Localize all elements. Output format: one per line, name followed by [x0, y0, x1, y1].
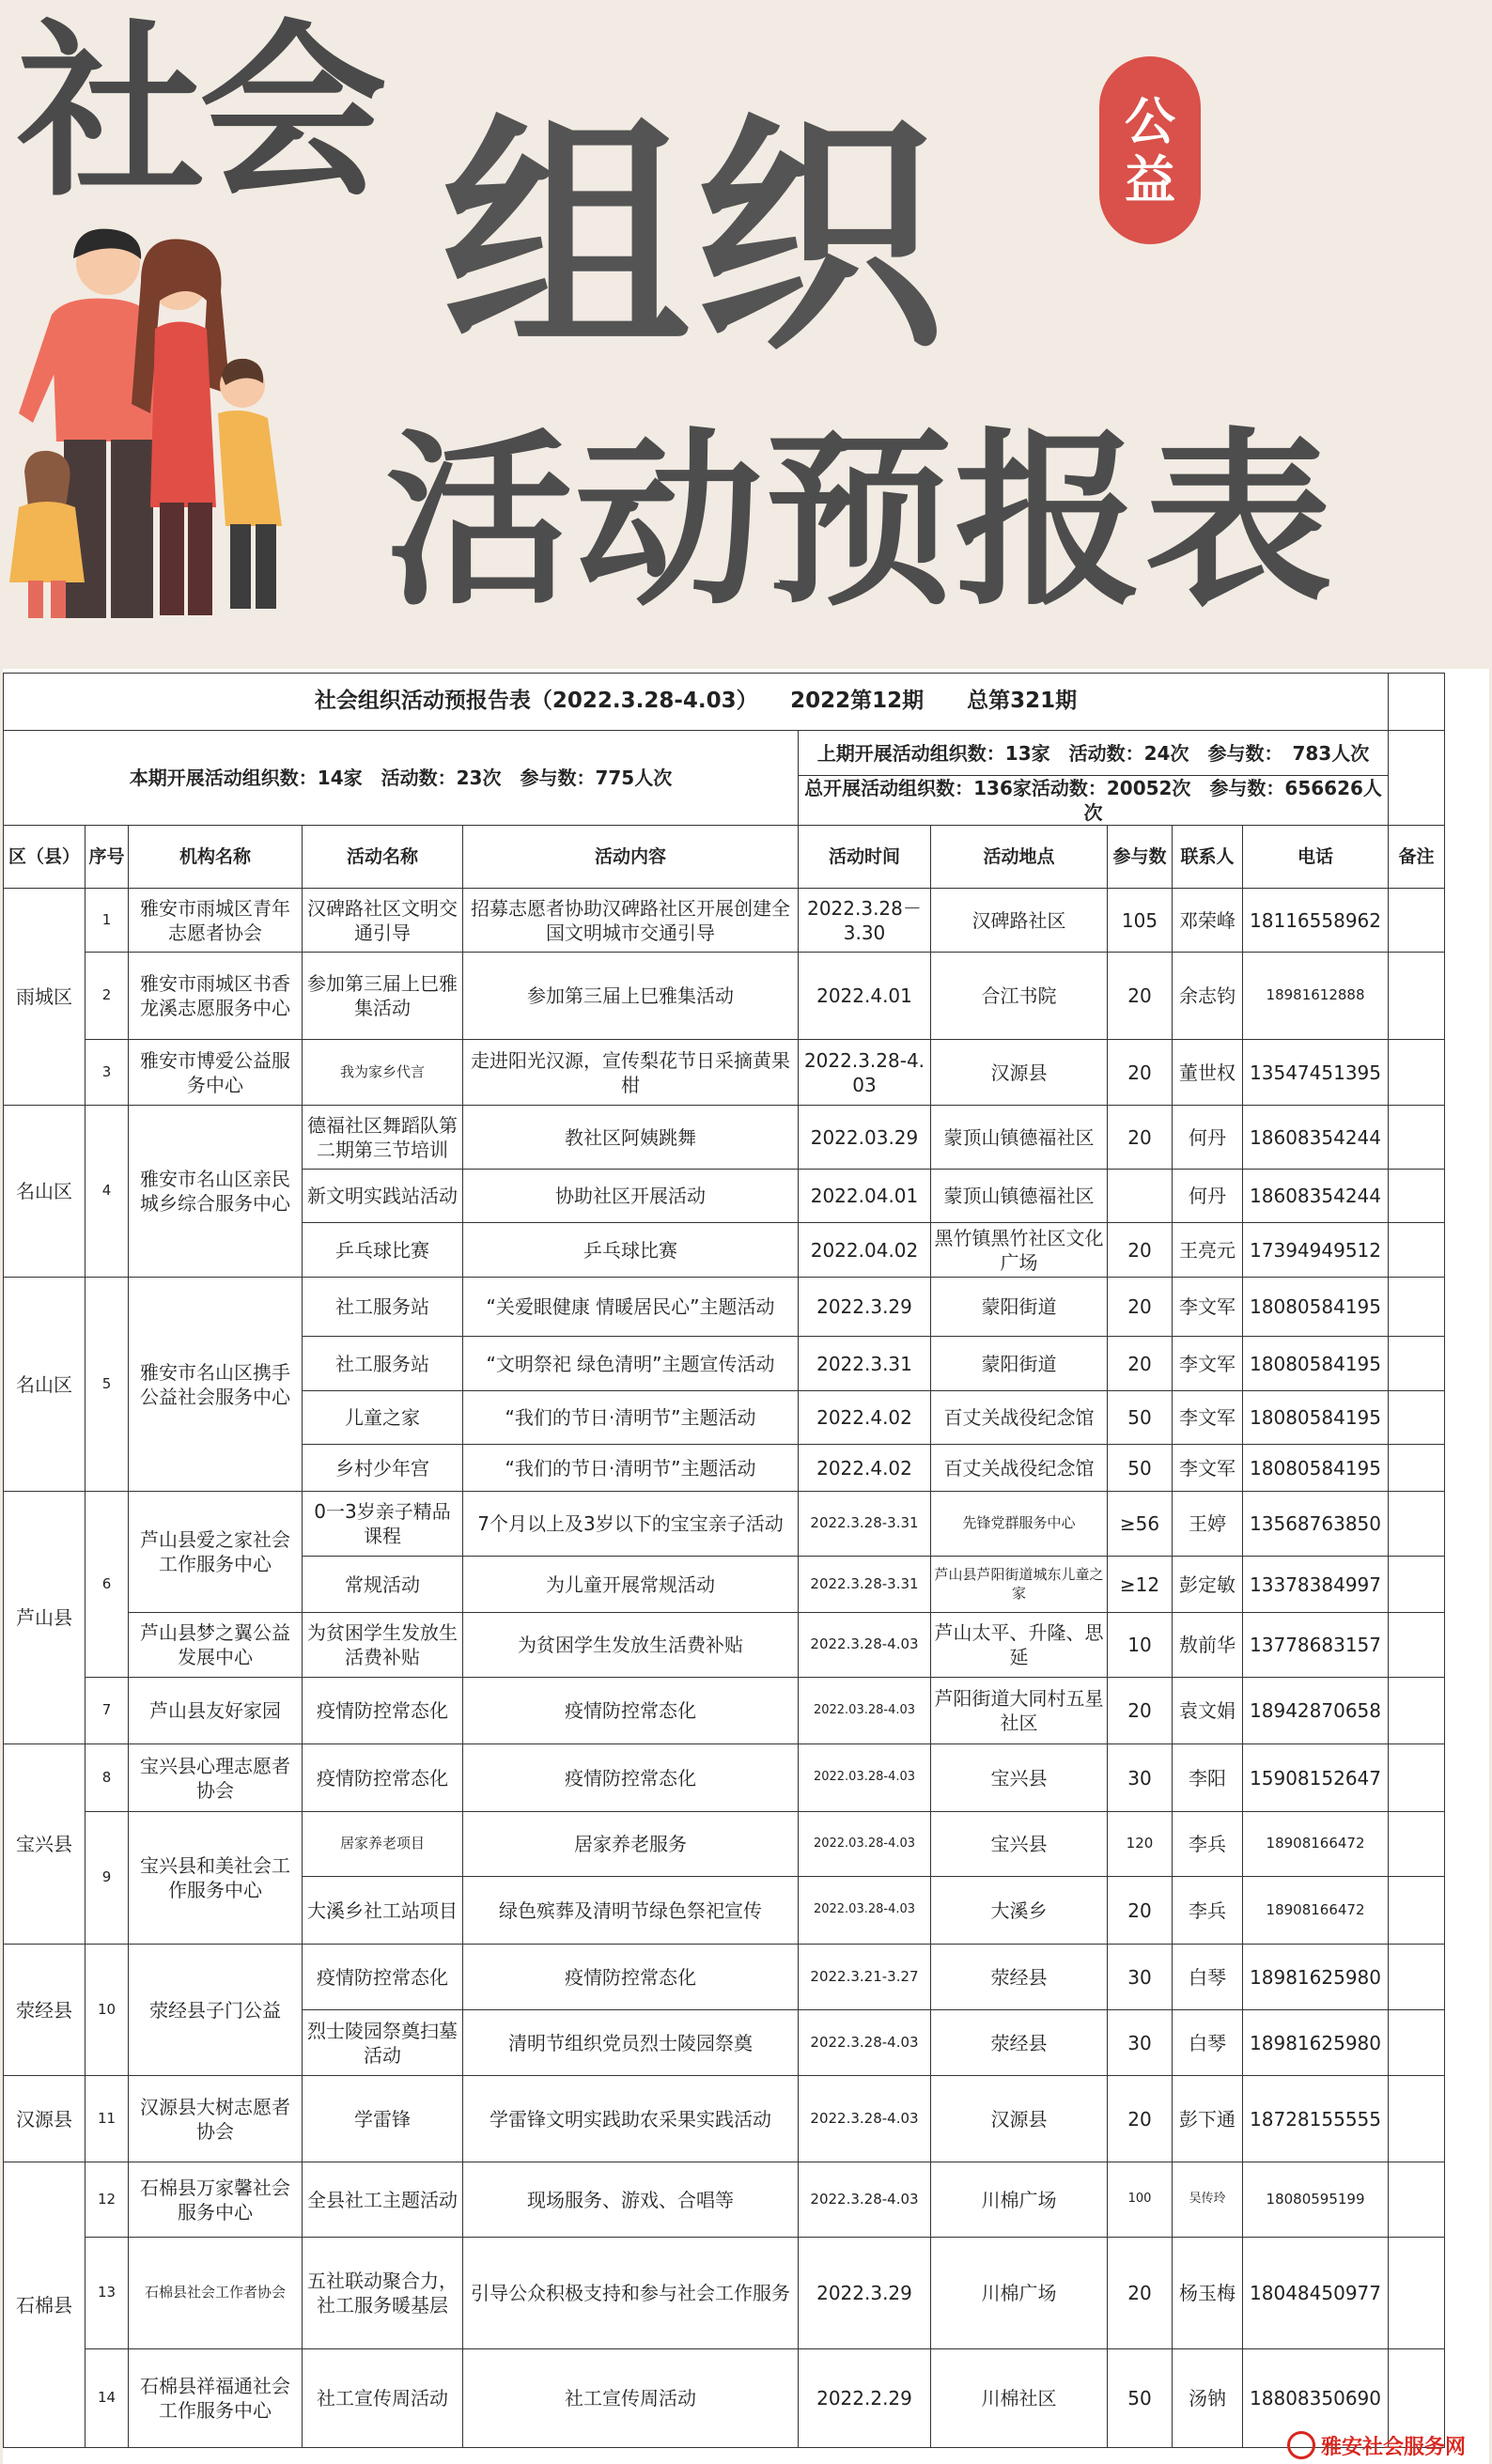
time-cell: 2022.03.28-4.03: [799, 1877, 931, 1945]
family-illustration: [0, 225, 310, 639]
contact-cell: 吴传玲: [1173, 2162, 1243, 2238]
org-cell: 石棉县社会工作者协会: [129, 2238, 303, 2349]
activity-cell: 疫情防控常态化: [303, 1744, 463, 1812]
phone-cell: 18908166472: [1243, 1812, 1389, 1877]
remark-cell: [1389, 2010, 1445, 2076]
time-cell: 2022.4.02: [799, 1391, 931, 1445]
org-cell: 石棉县万家馨社会服务中心: [129, 2162, 303, 2238]
phone-cell: 13778683157: [1243, 1613, 1389, 1678]
content-cell: “文明祭祀 绿色清明”主题宣传活动: [463, 1337, 799, 1391]
remark-cell: [1389, 1812, 1445, 1877]
phone-cell: 18808350690: [1243, 2349, 1389, 2448]
count-cell: 30: [1108, 2010, 1173, 2076]
count-cell: 20: [1108, 1040, 1173, 1106]
table-row: [4, 1744, 1445, 1812]
count-cell: 120: [1108, 1812, 1173, 1877]
contact-cell: 李兵: [1173, 1877, 1243, 1945]
region-cell: 汉源县: [4, 2076, 85, 2162]
total-stats: 总开展活动组织数：136家活动数：20052次 参与数：656626人次: [799, 776, 1389, 826]
phone-cell: 18981612888: [1243, 953, 1389, 1040]
activity-cell: 参加第三届上巳雅集活动: [303, 953, 463, 1040]
place-cell: 蒙顶山镇德福社区: [931, 1170, 1108, 1223]
activity-cell: 乒乓球比赛: [303, 1223, 463, 1278]
stats-row: [4, 731, 1445, 776]
contact-cell: 敖前华: [1173, 1613, 1243, 1678]
table-row: [4, 1492, 1445, 1557]
activity-cell: 常规活动: [303, 1557, 463, 1613]
place-cell: 大溪乡: [931, 1877, 1108, 1945]
org-cell: 宝兴县和美社会工作服务中心: [129, 1812, 303, 1945]
phone-cell: 18080584195: [1243, 1391, 1389, 1445]
place-cell: 芦山县芦阳街道城东儿童之家: [931, 1557, 1108, 1613]
place-cell: 芦阳街道大同村五星社区: [931, 1678, 1108, 1744]
activity-table: [3, 673, 1445, 2448]
seq-cell: 13: [85, 2238, 129, 2349]
place-cell: 汉碑路社区: [931, 889, 1108, 953]
count-cell: 30: [1108, 1945, 1173, 2010]
content-cell: 引导公众积极支持和参与社会工作服务: [463, 2238, 799, 2349]
activity-cell: 学雷锋: [303, 2076, 463, 2162]
time-cell: 2022.3.29: [799, 1278, 931, 1337]
contact-cell: 白琴: [1173, 2010, 1243, 2076]
table-row: [4, 1613, 1445, 1678]
region-cell: 宝兴县: [4, 1744, 85, 1945]
time-cell: 2022.3.28－3.30: [799, 889, 931, 953]
table-row: [4, 889, 1445, 953]
org-cell: 宝兴县心理志愿者协会: [129, 1744, 303, 1812]
phone-cell: 17394949512: [1243, 1223, 1389, 1278]
time-cell: 2022.4.02: [799, 1445, 931, 1492]
remark-cell: [1389, 1678, 1445, 1744]
org-cell: 雅安市名山区亲民城乡综合服务中心: [129, 1106, 303, 1278]
table-row: [4, 2162, 1445, 2238]
time-cell: 2022.3.21-3.27: [799, 1945, 931, 2010]
place-cell: 汉源县: [931, 1040, 1108, 1106]
place-cell: 蒙阳街道: [931, 1337, 1108, 1391]
remark-cell: [1389, 1557, 1445, 1613]
contact-cell: 李文军: [1173, 1391, 1243, 1445]
seq-cell: 7: [85, 1678, 129, 1744]
activity-cell: 我为家乡代言: [303, 1040, 463, 1106]
seq-cell: 3: [85, 1040, 129, 1106]
activity-cell: 全县社工主题活动: [303, 2162, 463, 2238]
contact-cell: 李文军: [1173, 1278, 1243, 1337]
site-logo[interactable]: [1287, 2430, 1466, 2460]
remark-cell: [1389, 1106, 1445, 1170]
remark-cell: [1389, 1613, 1445, 1678]
remark-cell: [1389, 1040, 1445, 1106]
content-cell: 乒乓球比赛: [463, 1223, 799, 1278]
time-cell: 2022.3.28-4.03: [799, 2162, 931, 2238]
phone-cell: 15908152647: [1243, 1744, 1389, 1812]
activity-cell: 0一3岁亲子精品课程: [303, 1492, 463, 1557]
table-row: [4, 2076, 1445, 2162]
time-cell: 2022.3.29: [799, 2238, 931, 2349]
current-period-stats: 本期开展活动组织数：14家 活动数：23次 参与数：775人次: [4, 731, 799, 826]
count-cell: 105: [1108, 889, 1173, 953]
time-cell: 2022.3.28-3.31: [799, 1557, 931, 1613]
col-place: 活动地点: [931, 826, 1108, 889]
table-row: [4, 1678, 1445, 1744]
time-cell: 2022.3.31: [799, 1337, 931, 1391]
count-cell: 50: [1108, 1391, 1173, 1445]
banner-title-line1: 社会: [17, 2, 382, 223]
seq-cell: 8: [85, 1744, 129, 1812]
activity-cell: 儿童之家: [303, 1391, 463, 1445]
title-blank-cell: [1389, 674, 1445, 731]
activity-cell: 社工服务站: [303, 1337, 463, 1391]
place-cell: 汉源县: [931, 2076, 1108, 2162]
count-cell: 20: [1108, 1678, 1173, 1744]
content-cell: 协助社区开展活动: [463, 1170, 799, 1223]
phone-cell: 18080584195: [1243, 1278, 1389, 1337]
contact-cell: 何丹: [1173, 1170, 1243, 1223]
activity-cell: 社工宣传周活动: [303, 2349, 463, 2448]
time-cell: 2022.3.28-4.03: [799, 1040, 931, 1106]
phone-cell: 18981625980: [1243, 1945, 1389, 2010]
col-count: 参与数: [1108, 826, 1173, 889]
phone-cell: 18048450977: [1243, 2238, 1389, 2349]
activity-cell: 社工服务站: [303, 1278, 463, 1337]
content-cell: “我们的节日·清明节”主题活动: [463, 1445, 799, 1492]
seal-bottom-char: 益: [1125, 149, 1175, 209]
region-cell: 名山区: [4, 1106, 85, 1278]
place-cell: 百丈关战役纪念馆: [931, 1445, 1108, 1492]
seq-cell: 6: [85, 1492, 129, 1678]
count-cell: 100: [1108, 2162, 1173, 2238]
region-cell: 荥经县: [4, 1945, 85, 2076]
place-cell: 百丈关战役纪念馆: [931, 1391, 1108, 1445]
time-cell: 2022.03.29: [799, 1106, 931, 1170]
remark-cell: [1389, 1170, 1445, 1223]
time-cell: 2022.3.28-4.03: [799, 2010, 931, 2076]
stats-blank-cell: [1389, 731, 1445, 826]
header-banner: [0, 0, 1492, 669]
place-cell: 荥经县: [931, 2010, 1108, 2076]
region-cell: 雨城区: [4, 889, 85, 1106]
content-cell: 为儿童开展常规活动: [463, 1557, 799, 1613]
phone-cell: 18942870658: [1243, 1678, 1389, 1744]
contact-cell: 白琴: [1173, 1945, 1243, 2010]
contact-cell: 李文军: [1173, 1337, 1243, 1391]
col-time: 活动时间: [799, 826, 931, 889]
content-cell: 居家养老服务: [463, 1812, 799, 1877]
count-cell: 20: [1108, 1223, 1173, 1278]
activity-cell: 居家养老项目: [303, 1812, 463, 1877]
content-cell: 走进阳光汉源，宣传梨花节日采摘黄果柑: [463, 1040, 799, 1106]
time-cell: 2022.03.28-4.03: [799, 1678, 931, 1744]
phone-cell: 18728155555: [1243, 2076, 1389, 2162]
col-contact: 联系人: [1173, 826, 1243, 889]
seq-cell: 5: [85, 1278, 129, 1492]
count-cell: ≥12: [1108, 1557, 1173, 1613]
table-row: [4, 2349, 1445, 2448]
region-cell: 名山区: [4, 1278, 85, 1492]
count-cell: 50: [1108, 1445, 1173, 1492]
activity-cell: 烈士陵园祭奠扫墓活动: [303, 2010, 463, 2076]
remark-cell: [1389, 953, 1445, 1040]
column-header-row: [4, 826, 1445, 889]
count-cell: [1108, 1170, 1173, 1223]
remark-cell: [1389, 1492, 1445, 1557]
activity-cell: 疫情防控常态化: [303, 1678, 463, 1744]
contact-cell: 邓荣峰: [1173, 889, 1243, 953]
contact-cell: 余志钧: [1173, 953, 1243, 1040]
region-cell: 石棉县: [4, 2162, 85, 2448]
org-cell: 芦山县梦之翼公益发展中心: [129, 1613, 303, 1678]
logo-disc-icon: [1287, 2431, 1315, 2459]
content-cell: “关爱眼健康 情暖居民心”主题活动: [463, 1278, 799, 1337]
table-row: [4, 1106, 1445, 1170]
place-cell: 芦山太平、升隆、思延: [931, 1613, 1108, 1678]
contact-cell: 王婷: [1173, 1492, 1243, 1557]
place-cell: 川棉广场: [931, 2162, 1108, 2238]
remark-cell: [1389, 1877, 1445, 1945]
phone-cell: 18116558962: [1243, 889, 1389, 953]
activity-cell: 乡村少年宫: [303, 1445, 463, 1492]
contact-cell: 彭下通: [1173, 2076, 1243, 2162]
col-activity: 活动名称: [303, 826, 463, 889]
count-cell: 20: [1108, 1877, 1173, 1945]
place-cell: 合江书院: [931, 953, 1108, 1040]
remark-cell: [1389, 1445, 1445, 1492]
time-cell: 2022.2.29: [799, 2349, 931, 2448]
seq-cell: 2: [85, 953, 129, 1040]
org-cell: 石棉县祥福通社会工作服务中心: [129, 2349, 303, 2448]
content-cell: “我们的节日·清明节”主题活动: [463, 1391, 799, 1445]
remark-cell: [1389, 1278, 1445, 1337]
count-cell: 20: [1108, 953, 1173, 1040]
org-cell: 雅安市雨城区青年志愿者协会: [129, 889, 303, 953]
contact-cell: 袁文娟: [1173, 1678, 1243, 1744]
place-cell: 黑竹镇黑竹社区文化广场: [931, 1223, 1108, 1278]
phone-cell: 13547451395: [1243, 1040, 1389, 1106]
activity-cell: 五社联动聚合力，社工服务暖基层: [303, 2238, 463, 2349]
table-row: [4, 2238, 1445, 2349]
remark-cell: [1389, 1223, 1445, 1278]
contact-cell: 李阳: [1173, 1744, 1243, 1812]
table-title-row: [4, 674, 1445, 731]
table-row: [4, 1945, 1445, 2010]
col-region: 区（县）: [4, 826, 85, 889]
place-cell: 荥经县: [931, 1945, 1108, 2010]
table-title: 社会组织活动预报告表（2022.3.28-4.03） 2022第12期 总第321期: [4, 674, 1389, 731]
content-cell: 清明节组织党员烈士陵园祭奠: [463, 2010, 799, 2076]
place-cell: 先锋党群服务中心: [931, 1492, 1108, 1557]
remark-cell: [1389, 2238, 1445, 2349]
seq-cell: 4: [85, 1106, 129, 1278]
content-cell: 学雷锋文明实践助农采果实践活动: [463, 2076, 799, 2162]
org-cell: 芦山县爱之家社会工作服务中心: [129, 1492, 303, 1613]
content-cell: 社工宣传周活动: [463, 2349, 799, 2448]
col-remark: 备注: [1389, 826, 1445, 889]
count-cell: 20: [1108, 1106, 1173, 1170]
activity-cell: 德福社区舞蹈队第二期第三节培训: [303, 1106, 463, 1170]
banner-title-line2: 组织: [442, 91, 947, 383]
org-cell: 荥经县子门公益: [129, 1945, 303, 2076]
remark-cell: [1389, 1337, 1445, 1391]
place-cell: 川棉社区: [931, 2349, 1108, 2448]
remark-cell: [1389, 889, 1445, 953]
time-cell: 2022.04.01: [799, 1170, 931, 1223]
count-cell: 30: [1108, 1744, 1173, 1812]
contact-cell: 何丹: [1173, 1106, 1243, 1170]
org-cell: 汉源县大树志愿者协会: [129, 2076, 303, 2162]
last-period-stats: 上期开展活动组织数：13家 活动数：24次 参与数： 783人次: [799, 731, 1389, 776]
time-cell: 2022.04.02: [799, 1223, 931, 1278]
org-cell: 雅安市雨城区书香龙溪志愿服务中心: [129, 953, 303, 1040]
content-cell: 疫情防控常态化: [463, 1945, 799, 2010]
seq-cell: 9: [85, 1812, 129, 1945]
logo-text: 雅安社会服务网: [1321, 2434, 1467, 2458]
place-cell: 蒙阳街道: [931, 1278, 1108, 1337]
seal-top-char: 公: [1125, 90, 1175, 151]
remark-cell: [1389, 1945, 1445, 2010]
table-row: [4, 1040, 1445, 1106]
count-cell: 20: [1108, 1278, 1173, 1337]
phone-cell: 13568763850: [1243, 1492, 1389, 1557]
seq-cell: 11: [85, 2076, 129, 2162]
time-cell: 2022.3.28-3.31: [799, 1492, 931, 1557]
time-cell: 2022.3.28-4.03: [799, 2076, 931, 2162]
count-cell: 20: [1108, 1337, 1173, 1391]
count-cell: 20: [1108, 2238, 1173, 2349]
content-cell: 7个月以上及3岁以下的宝宝亲子活动: [463, 1492, 799, 1557]
remark-cell: [1389, 2162, 1445, 2238]
phone-cell: 18908166472: [1243, 1877, 1389, 1945]
seq-cell: 10: [85, 1945, 129, 2076]
org-cell: 雅安市博爱公益服务中心: [129, 1040, 303, 1106]
seq-cell: 14: [85, 2349, 129, 2448]
phone-cell: 18608354244: [1243, 1106, 1389, 1170]
time-cell: 2022.03.28-4.03: [799, 1812, 931, 1877]
content-cell: 教社区阿姨跳舞: [463, 1106, 799, 1170]
activity-cell: 新文明实践站活动: [303, 1170, 463, 1223]
table-row: [4, 1278, 1445, 1337]
org-cell: 芦山县友好家园: [129, 1678, 303, 1744]
content-cell: 参加第三届上巳雅集活动: [463, 953, 799, 1040]
contact-cell: 李兵: [1173, 1812, 1243, 1877]
remark-cell: [1389, 1744, 1445, 1812]
contact-cell: 李文军: [1173, 1445, 1243, 1492]
remark-cell: [1389, 2076, 1445, 2162]
col-phone: 电话: [1243, 826, 1389, 889]
contact-cell: 彭定敏: [1173, 1557, 1243, 1613]
col-content: 活动内容: [463, 826, 799, 889]
table-row: [4, 953, 1445, 1040]
content-cell: 疫情防控常态化: [463, 1744, 799, 1812]
count-cell: 50: [1108, 2349, 1173, 2448]
charity-seal: [1099, 56, 1201, 244]
remark-cell: [1389, 1391, 1445, 1445]
contact-cell: 杨玉梅: [1173, 2238, 1243, 2349]
time-cell: 2022.03.28-4.03: [799, 1744, 931, 1812]
org-cell: 雅安市名山区携手公益社会服务中心: [129, 1278, 303, 1492]
content-cell: 疫情防控常态化: [463, 1678, 799, 1744]
phone-cell: 18608354244: [1243, 1170, 1389, 1223]
time-cell: 2022.4.01: [799, 953, 931, 1040]
content-cell: 现场服务、游戏、合唱等: [463, 2162, 799, 2238]
activity-cell: 疫情防控常态化: [303, 1945, 463, 2010]
content-cell: 招募志愿者协助汉碑路社区开展创建全国文明城市交通引导: [463, 889, 799, 953]
phone-cell: 18080584195: [1243, 1337, 1389, 1391]
region-cell: 芦山县: [4, 1492, 85, 1744]
count-cell: 10: [1108, 1613, 1173, 1678]
phone-cell: 18080595199: [1243, 2162, 1389, 2238]
count-cell: ≥56: [1108, 1492, 1173, 1557]
banner-title-line3: 活动预报表: [385, 411, 1335, 631]
activity-cell: 为贫困学生发放生活费补贴: [303, 1613, 463, 1678]
count-cell: 20: [1108, 2076, 1173, 2162]
activity-cell: 大溪乡社工站项目: [303, 1877, 463, 1945]
place-cell: 川棉广场: [931, 2238, 1108, 2349]
col-org: 机构名称: [129, 826, 303, 889]
phone-cell: 13378384997: [1243, 1557, 1389, 1613]
table-row: [4, 1812, 1445, 1877]
seq-cell: 12: [85, 2162, 129, 2238]
place-cell: 宝兴县: [931, 1812, 1108, 1877]
content-cell: 绿色殡葬及清明节绿色祭祀宣传: [463, 1877, 799, 1945]
content-cell: 为贫困学生发放生活费补贴: [463, 1613, 799, 1678]
seq-cell: 1: [85, 889, 129, 953]
phone-cell: 18080584195: [1243, 1445, 1389, 1492]
contact-cell: 王亮元: [1173, 1223, 1243, 1278]
place-cell: 蒙顶山镇德福社区: [931, 1106, 1108, 1170]
activity-cell: 汉碑路社区文明交通引导: [303, 889, 463, 953]
phone-cell: 18981625980: [1243, 2010, 1389, 2076]
contact-cell: 汤钠: [1173, 2349, 1243, 2448]
contact-cell: 董世权: [1173, 1040, 1243, 1106]
place-cell: 宝兴县: [931, 1744, 1108, 1812]
time-cell: 2022.3.28-4.03: [799, 1613, 931, 1678]
col-seq: 序号: [85, 826, 129, 889]
